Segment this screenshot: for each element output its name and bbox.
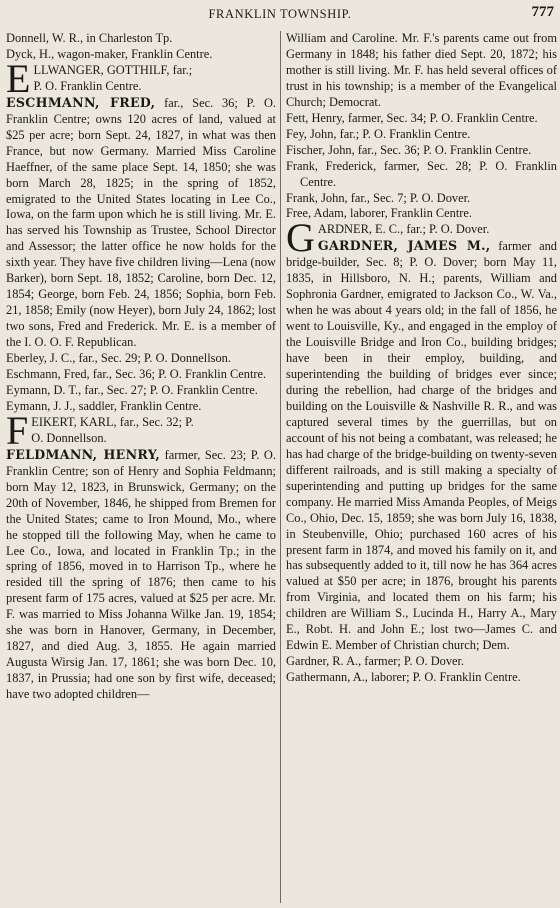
entry-eymann-dt: Eymann, D. T., far., Sec. 27; P. O. Franklin Centre.	[6, 382, 258, 397]
entry-dyck: Dyck, H., wagon-maker, Franklin Centre.	[6, 46, 213, 61]
entry-fischer: Fischer, John, far., Sec. 36; P. O. Franklin Centre.	[286, 142, 532, 157]
drop-cap: G	[286, 215, 315, 261]
bio-text: far., Sec. 36; P. O. Franklin Centre; owns 120 acres of land, valued at $25 per acre; born Sept. 24, 1827, in what was then France, but now Germany. Married Miss Caroline Haeffner, of the same place Sept. 14, 1850; she was born March 28, 1825; in the spring of 1852, emigrated to the United States locating in Lee Co., Iowa, on the farm upon which he is still living. Mr. E. has served his Township as Trustee, School Director and Assessor; the latter office he now holds for the sixth year. They have five children living—Lena (now Barker), born Sept. 18, 1852; Caroline, born Dec. 12, 1854; George, born Feb. 24, 1856; Sophia, born Feb. 21, 1858; Emily (now Heyer), born July 24, 1862; lost two sons, Fred and Frederick. Mr. E. is a member of the I. O. O. F. Republican.	[6, 95, 276, 350]
entry-line: P. O. Franklin Centre.	[33, 78, 142, 93]
entry-line: LLWANGER, GOTTHILF, far.;	[33, 62, 193, 77]
left-column	[6, 31, 276, 703]
bio-feldmann	[6, 447, 276, 703]
entry-frank-frederick: Frank, Frederick, farmer, Sec. 28; P. O. Franklin Centre.	[286, 158, 557, 189]
bio-name: FELDMANN, HENRY,	[6, 446, 161, 462]
bio-name: GARDNER, JAMES M.,	[317, 238, 491, 254]
bio-text: farmer and bridge-builder, Sec. 8; P. O. Dover; born May 11, 1835, in Hillsboro, N. H.; parents, William and Sophronia Gardner, emigrated to Jackson Co., W. Va., when he was about 4 years old; in the fall of 1856, he went to Louisville, Ky., and engaged in the employ of the Louisville Bridge and Iron Co., building bridges; have been in their employ, building, and superintending the building of bridges ever since; during the rebellion, had charge of the bridges and building on the Louisville & Nashville R. R., and was captured several times by the guerrillas, but on account of his not being a combatant, was released; he has had charge of the bridge-building on twenty-seven different railroads, and is still making a specialty of superintending and putting up bridges for the same company. He married Miss Amanda Peoples, of Meigs Co., Ohio, Dec. 15, 1859; she was born July 16, 1838, in Steubenville, Ohio; purchased 160 acres of his present farm in 1874, and moved his family on it, and has subsequently added to it, till now he has 364 acres valued at $50 per acre; in 1876, brought his parents from Virginia, and located them on his farm; his children are William S., Lucinda H., Harry A., Mary E., Robt. H. and John E.; lost two—James C. and Edwin E. Member of Christian church; Dem.	[286, 239, 557, 653]
entry-eberley: Eberley, J. C., far., Sec. 29; P. O. Donnellson.	[6, 351, 231, 366]
bio-gardner-james	[286, 238, 557, 654]
entry-free: Free, Adam, laborer, Franklin Centre.	[286, 206, 472, 221]
bio-name: ESCHMANN, FRED,	[6, 94, 156, 110]
bio-eschmann	[6, 95, 276, 351]
entry-line: EIKERT, KARL, far., Sec. 32; P.	[31, 414, 194, 429]
entry-donnell: Donnell, W. R., in Charleston Tp.	[6, 31, 173, 45]
entry-ellwanger	[6, 55, 276, 101]
entry-line: O. Donnellson.	[31, 430, 107, 445]
entry-line: ARDNER, E. C., far.; P. O. Dover.	[317, 222, 490, 237]
right-column	[286, 31, 557, 686]
entry-eymann-jj: Eymann, J. J., saddler, Franklin Centre.	[6, 398, 202, 413]
drop-cap: E	[6, 55, 31, 101]
page-header	[0, 3, 560, 25]
bio-text: farmer, Sec. 23; P. O. Franklin Centre; son of Henry and Sophia Feldmann; born May 12, 1823, in Brunswick, Germany; on the 20th of November, 1846, he shipped from Bremen for the United States; came to Iron Mound, Mo., where he stopped till the following May, when he came to Lee Co., Iowa, and located in Franklin Tp.; in the spring of 1856, moved in to Harrison Tp., where he resided till the spring of 1876; then came to his present farm of 175 acres, valued at $25 per acre. Mr. F. was married to Miss Johanna Wilke Jan. 19, 1854; she was born in Hanover, Germany, in December, 1827, and died Aug. 3, 1855. He again married Augusta Wirsig Jan. 17, 1861; she was born Dec. 10, 1837, in Prussia; had one son by first wife, deceased; have two adopted children—	[6, 447, 276, 702]
entry-eschmann: Eschmann, Fred, far., Sec. 36; P. O. Franklin Centre.	[6, 367, 267, 382]
entry-gardner-ra: Gardner, R. A., farmer; P. O. Dover.	[286, 654, 465, 669]
column-divider	[280, 31, 281, 903]
page-number: 777	[531, 4, 554, 20]
entry-frank-john: Frank, John, far., Sec. 7; P. O. Dover.	[286, 190, 471, 205]
entry-fett: Fett, Henry, farmer, Sec. 34; P. O. Franklin Centre.	[286, 110, 538, 125]
entry-fey: Fey, John, far.; P. O. Franklin Centre.	[286, 126, 471, 141]
running-head: FRANKLIN TOWNSHIP.	[208, 7, 352, 21]
entry-feikert	[6, 407, 276, 453]
bio-feldmann-continued: William and Caroline. Mr. F.'s parents came out from Germany in 1848; his father died Sept. 20, 1872; his mother is still living. Mr. F. has held several offices of trust in his township; is a member of the Evangelical Church; Democrat.	[286, 31, 557, 109]
entry-gathermann: Gathermann, A., laborer; P. O. Franklin Centre.	[286, 670, 521, 685]
drop-cap: F	[6, 407, 29, 453]
